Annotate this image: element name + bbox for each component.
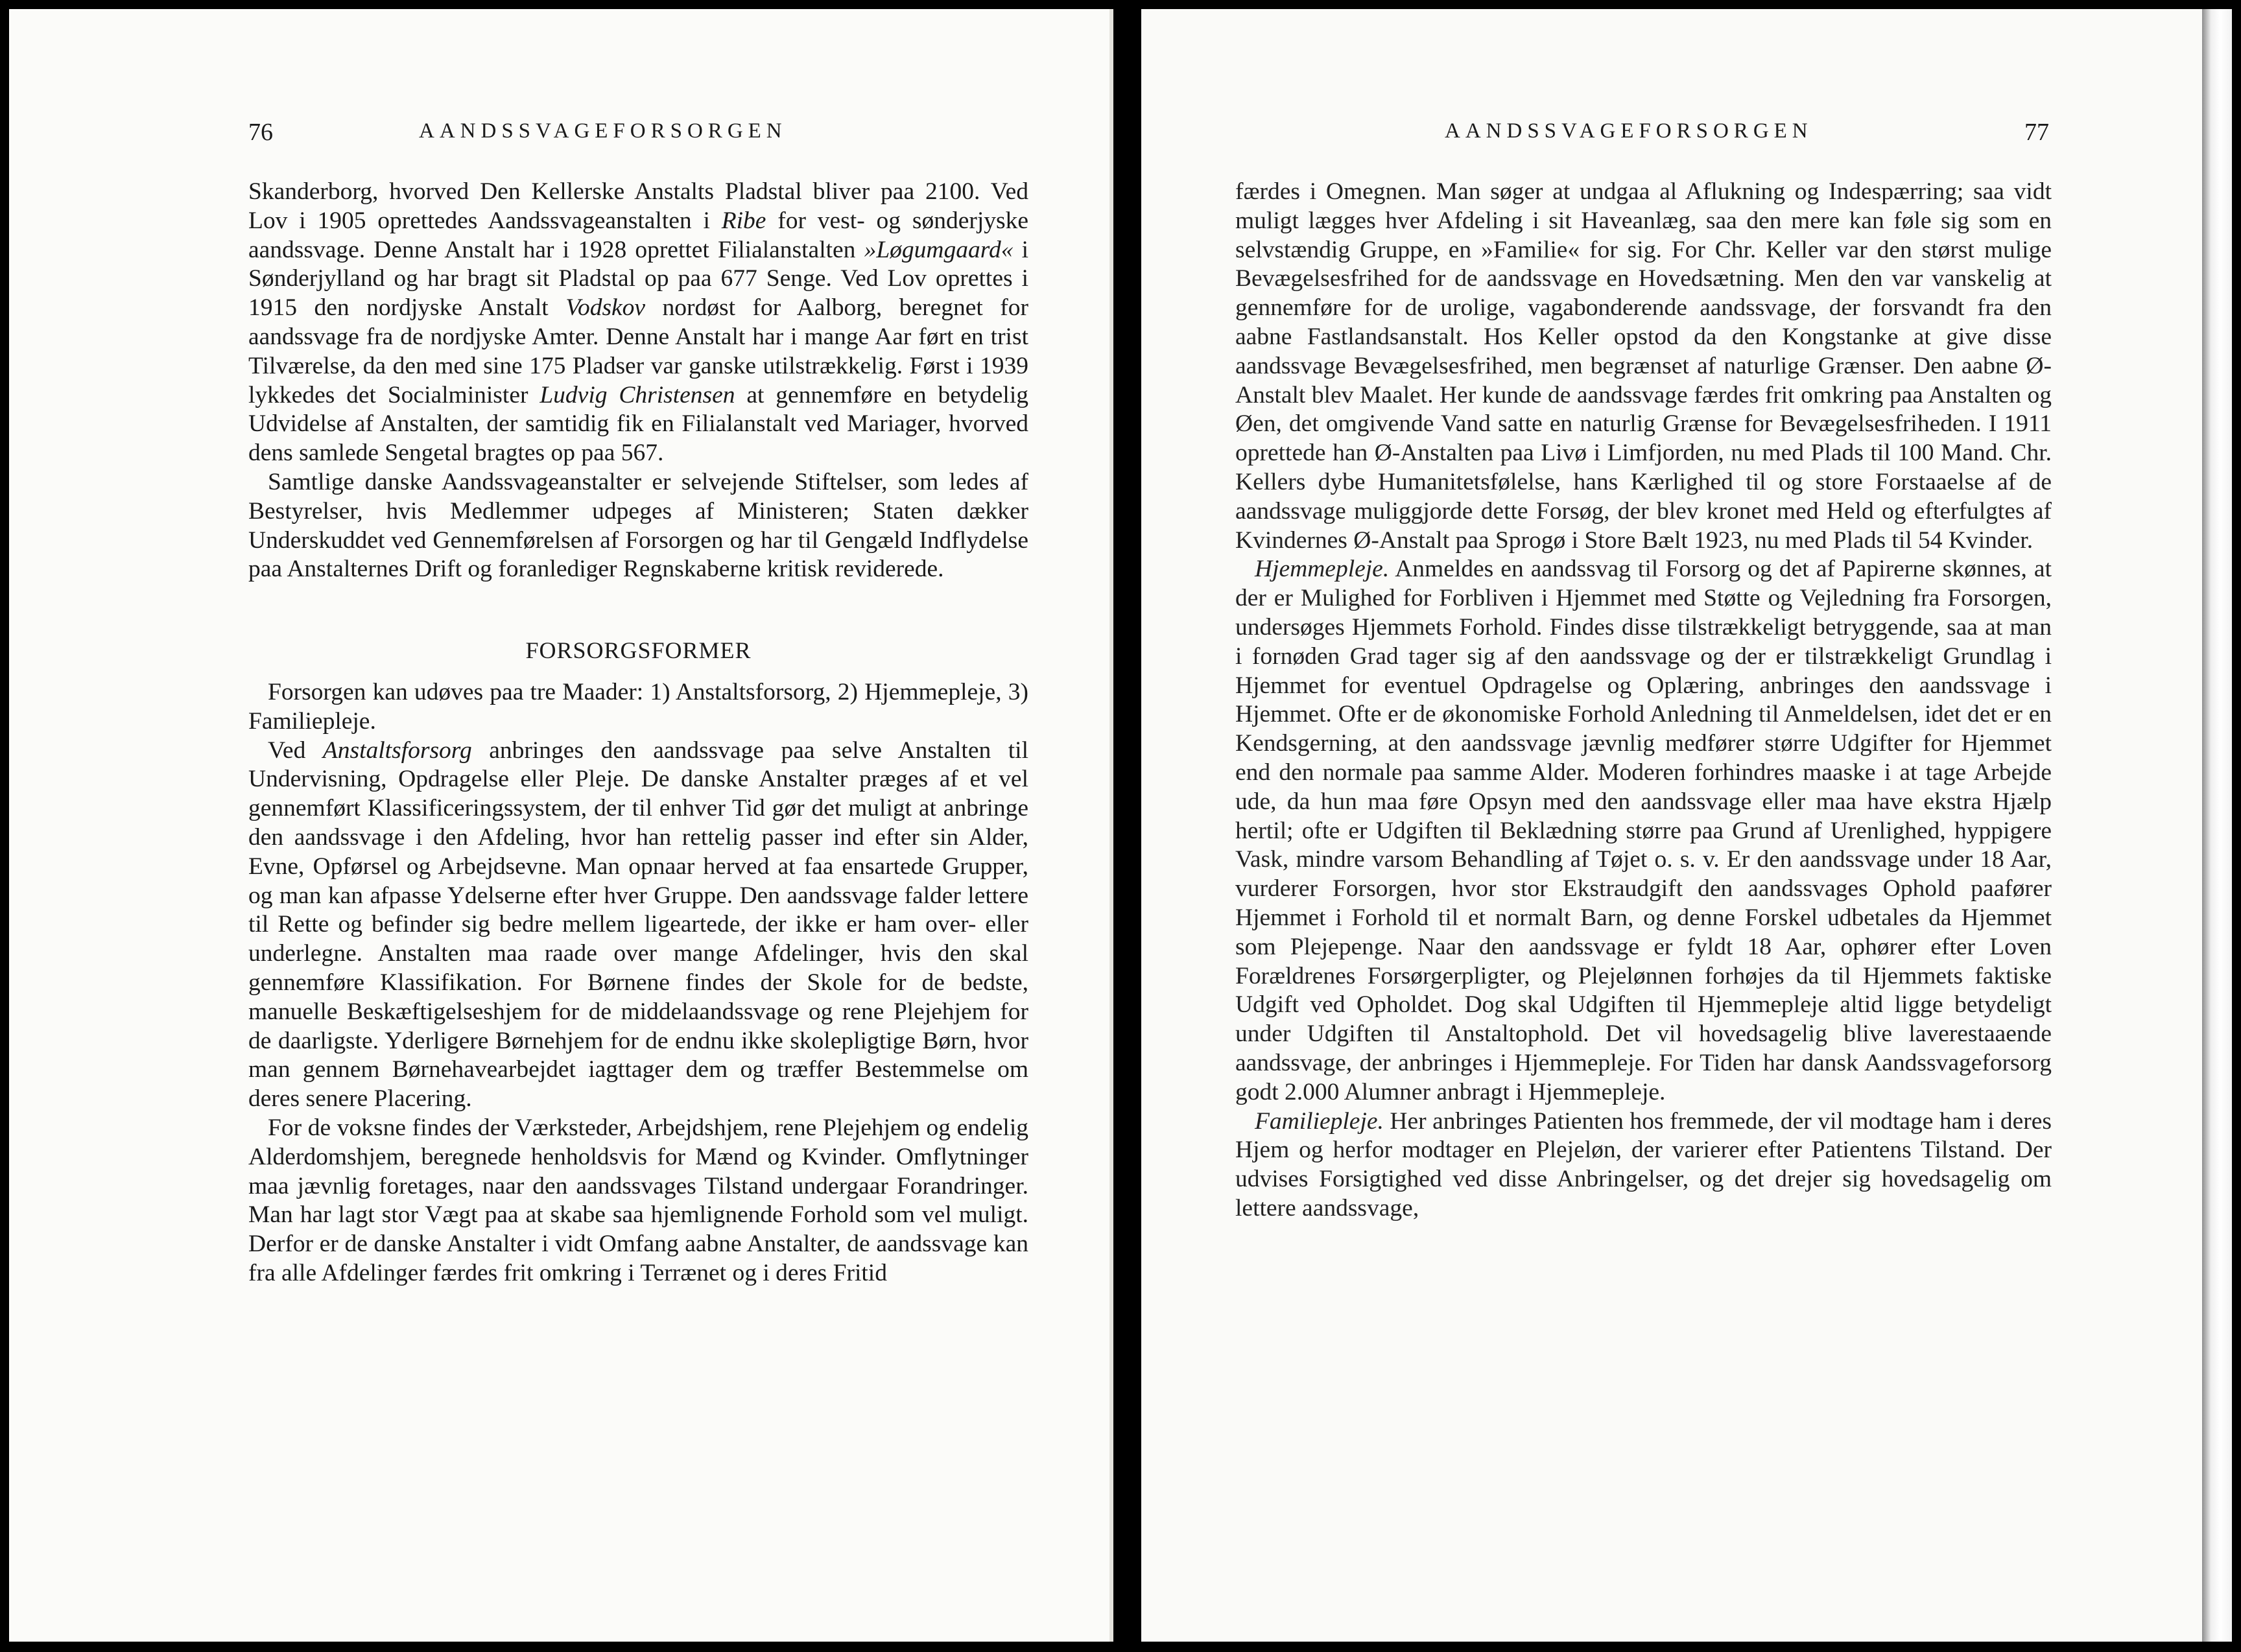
body-text bbox=[1235, 178, 2052, 1223]
paragraph: Hjemmepleje. Anmeldes en aandssvag til Forsorg og det af Papirerne skønnes, at der er Mulighed for Forbliven i Hjemmet med Støtte og Vejledning fra Forsorgen, undersøges Hjemmets Forhold. Findes disse tilstrækkeligt betryggende, saa at man i fornøden Grad tager sig af den aandssvage og der er tilstrækkeligt Grundlag i Hjemmet for eventuel Opdragelse og Oplæring, anbringes den aandssvage i Hjemmet. Ofte er de økonomiske Forhold Anledning til Anmeldelsen, idet det er en Kendsgerning, at den aandssvage jævnlig medfører større Udgifter for Hjemmet end den normale paa samme Alder. Moderen forhindres maaske i at tage Arbejde ude, da hun maa føre Opsyn med den aandssvage eller maa have ekstra Hjælp hertil; ofte er Udgiften til Beklædning større paa Grund af Urenlighed, hyppigere Vask, mindre varsom Behandling af Tøjet o. s. v. Er den aandssvage under 18 Aar, vurderer Forsorgen, hvor stor Ekstraudgift den aandssvages Ophold paafører Hjemmet i Forhold til et normalt Barn, og denne Forskel udbetales da Hjemmet som Plejepenge. Naar den aandssvage er fyldt 18 Aar, ophører efter Loven Forældrenes Forsørgerpligter, og Plejelønnen forhøjes da til Hjemmets faktiske Udgift ved Opholdet. Dog skal Udgiften til Hjemmepleje altid ligge betydeligt under Udgiften til Anstaltophold. Det vil hovedsagelig blive laverestaaende aandssvage, der anbringes i Hjemmepleje. For Tiden har dansk Aandssvageforsorg godt 2.000 Alumner anbragt i Hjemmepleje. bbox=[1235, 556, 2052, 1105]
left-page bbox=[9, 9, 1113, 1642]
paragraph: Ved Anstaltsforsorg anbringes den aandssvage paa selve Anstalten til Undervisning, Opdragelse eller Pleje. De danske Anstalter præges af et vel gennemført Klassificeringssystem, der til enhver Tid gør det muligt at anbringe den aandssvage i den Afdeling, hvor han rettelig passer ind efter sin Alder, Evne, Opførsel og Arbejdsevne. Man opnaar herved at faa ensartede Grupper, og man kan afpasse Ydelserne efter hver Gruppe. Den aandssvage falder lettere til Rette og befinder sig bedre mellem ligeartede, der ikke er ham over- eller underlegne. Anstalten maa raade over mange Afdelinger, hvis den skal gennemføre Klassifikation. For Børnene findes der Skole for de bedste, manuelle Beskæftigelseshjem for de middelaandssvage og rene Plejehjem for de daarligste. Yderligere Børnehjem for de endnu ikke skolepligtige Børn, hvor man gennem Børnehavearbejdet iagttager dem og træffer Bestemmelse om deres senere Placering. bbox=[248, 737, 1028, 1113]
running-head: AANDSSVAGEFORSORGEN bbox=[1445, 119, 1813, 143]
paragraph: For de voksne findes der Værksteder, Arbejdshjem, rene Plejehjem og endelig Alderdomshjem, beregnede henholdsvis for Mænd og Kvinder. Omflytninger maa jævnlig foretages, naar den aandssvages Tilstand undergaar Forandringer. Man har lagt stor Vægt paa at skabe saa hjemlignende Forhold som vel muligt. Derfor er de danske Anstalter i vidt Omfang aabne Anstalter, de aandssvage kan fra alle Afdelinger færdes frit omkring i Terrænet og i deres Fritid bbox=[248, 1114, 1028, 1286]
section-title: FORSORGSFORMER bbox=[525, 637, 752, 664]
running-head: AANDSSVAGEFORSORGEN bbox=[419, 119, 787, 143]
paragraph: Samtlige danske Aandssvageanstalter er selvejende Stiftelser, som ledes af Bestyrelser, hvis Medlemmer udpeges af Ministeren; Staten dækker Underskuddet ved Gennemførelsen af Forsorgen og har til Gengæld Indflydelse paa Anstalternes Drift og foranlediger Regnskaberne kritisk reviderede. bbox=[248, 468, 1028, 583]
paragraph: Familiepleje. Her anbringes Patienten hos fremmede, der vil modtage ham i deres Hjem og herfor modtager en Plejeløn, der varierer efter Patientens Tilstand. Der udvises Forsigtighed ved disse Anbringelser, og det drejer sig hovedsagelig om lettere aandssvage, bbox=[1235, 1107, 2052, 1221]
book-edge bbox=[2202, 9, 2232, 1642]
paragraph: Forsorgen kan udøves paa tre Maader: 1) Anstaltsforsorg, 2) Hjemmepleje, 3) Familiepleje. bbox=[248, 678, 1028, 735]
paragraph: færdes i Omegnen. Man søger at undgaa al Aflukning og Indespærring; saa vidt muligt lægges hver Afdeling i sit Haveanlæg, saa den mere kan føle sig som en selvstændig Gruppe, en »Familie« for sig. For Chr. Keller var den størst mulige Bevægelsesfrihed for de aandssvage en Hovedsætning. Men den var vanskelig at gennemføre for de urolige, vagabonderende aandssvage, der forsvandt fra den aabne Fastlandsanstalt. Hos Keller opstod da den Kongstanke at give disse aandssvage Bevægelsesfrihed, men begrænset af naturlige Grænser. Den aabne Ø-Anstalt blev Maalet. Her kunde de aandssvage færdes frit omkring paa Anstalten og Øen, det omgivende Vand satte en naturlig Grænse for Bevægelsesfriheden. I 1911 oprettede han Ø-Anstalten paa Livø i Limfjorden, nu med Plads til 100 Mand. Chr. Kellers dybe Humanitetsfølelse, hans Kærlighed til og store Forstaaelse af de aandssvage muliggjorde dette Forsøg, der blev kronet med Held og efterfulgtes af Kvindernes Ø-Anstalt paa Sprogø i Store Bælt 1923, nu med Plads til 54 Kvinder. bbox=[1235, 178, 2052, 554]
right-page bbox=[1141, 9, 2202, 1642]
body-text bbox=[248, 178, 1028, 1288]
page-number: 77 bbox=[2024, 119, 2049, 146]
page-number: 76 bbox=[248, 119, 273, 146]
paragraph: Skanderborg, hvorved Den Kellerske Anstalts Pladstal bliver paa 2100. Ved Lov i 1905 oprettedes Aandssvageanstalten i Ribe for vest- og sønderjyske aandssvage. Denne Anstalt har i 1928 oprettet Filialanstalten »Løgumgaard« i Sønderjylland og har bragt sit Pladstal op paa 677 Senge. Ved Lov oprettes i 1915 den nordjyske Anstalt Vodskov nordøst for Aalborg, beregnet for aandssvage fra de nordjyske Amter. Denne Anstalt har i mange Aar ført en trist Tilværelse, da den med sine 175 Pladser var ganske utilstrækkelig. Først i 1939 lykkedes det Socialminister Ludvig Christensen at gennemføre en betydelig Udvidelse af Anstalten, der samtidig fik en Filialanstalt ved Mariager, hvorved dens samlede Sengetal bragtes op paa 567. bbox=[248, 178, 1029, 467]
